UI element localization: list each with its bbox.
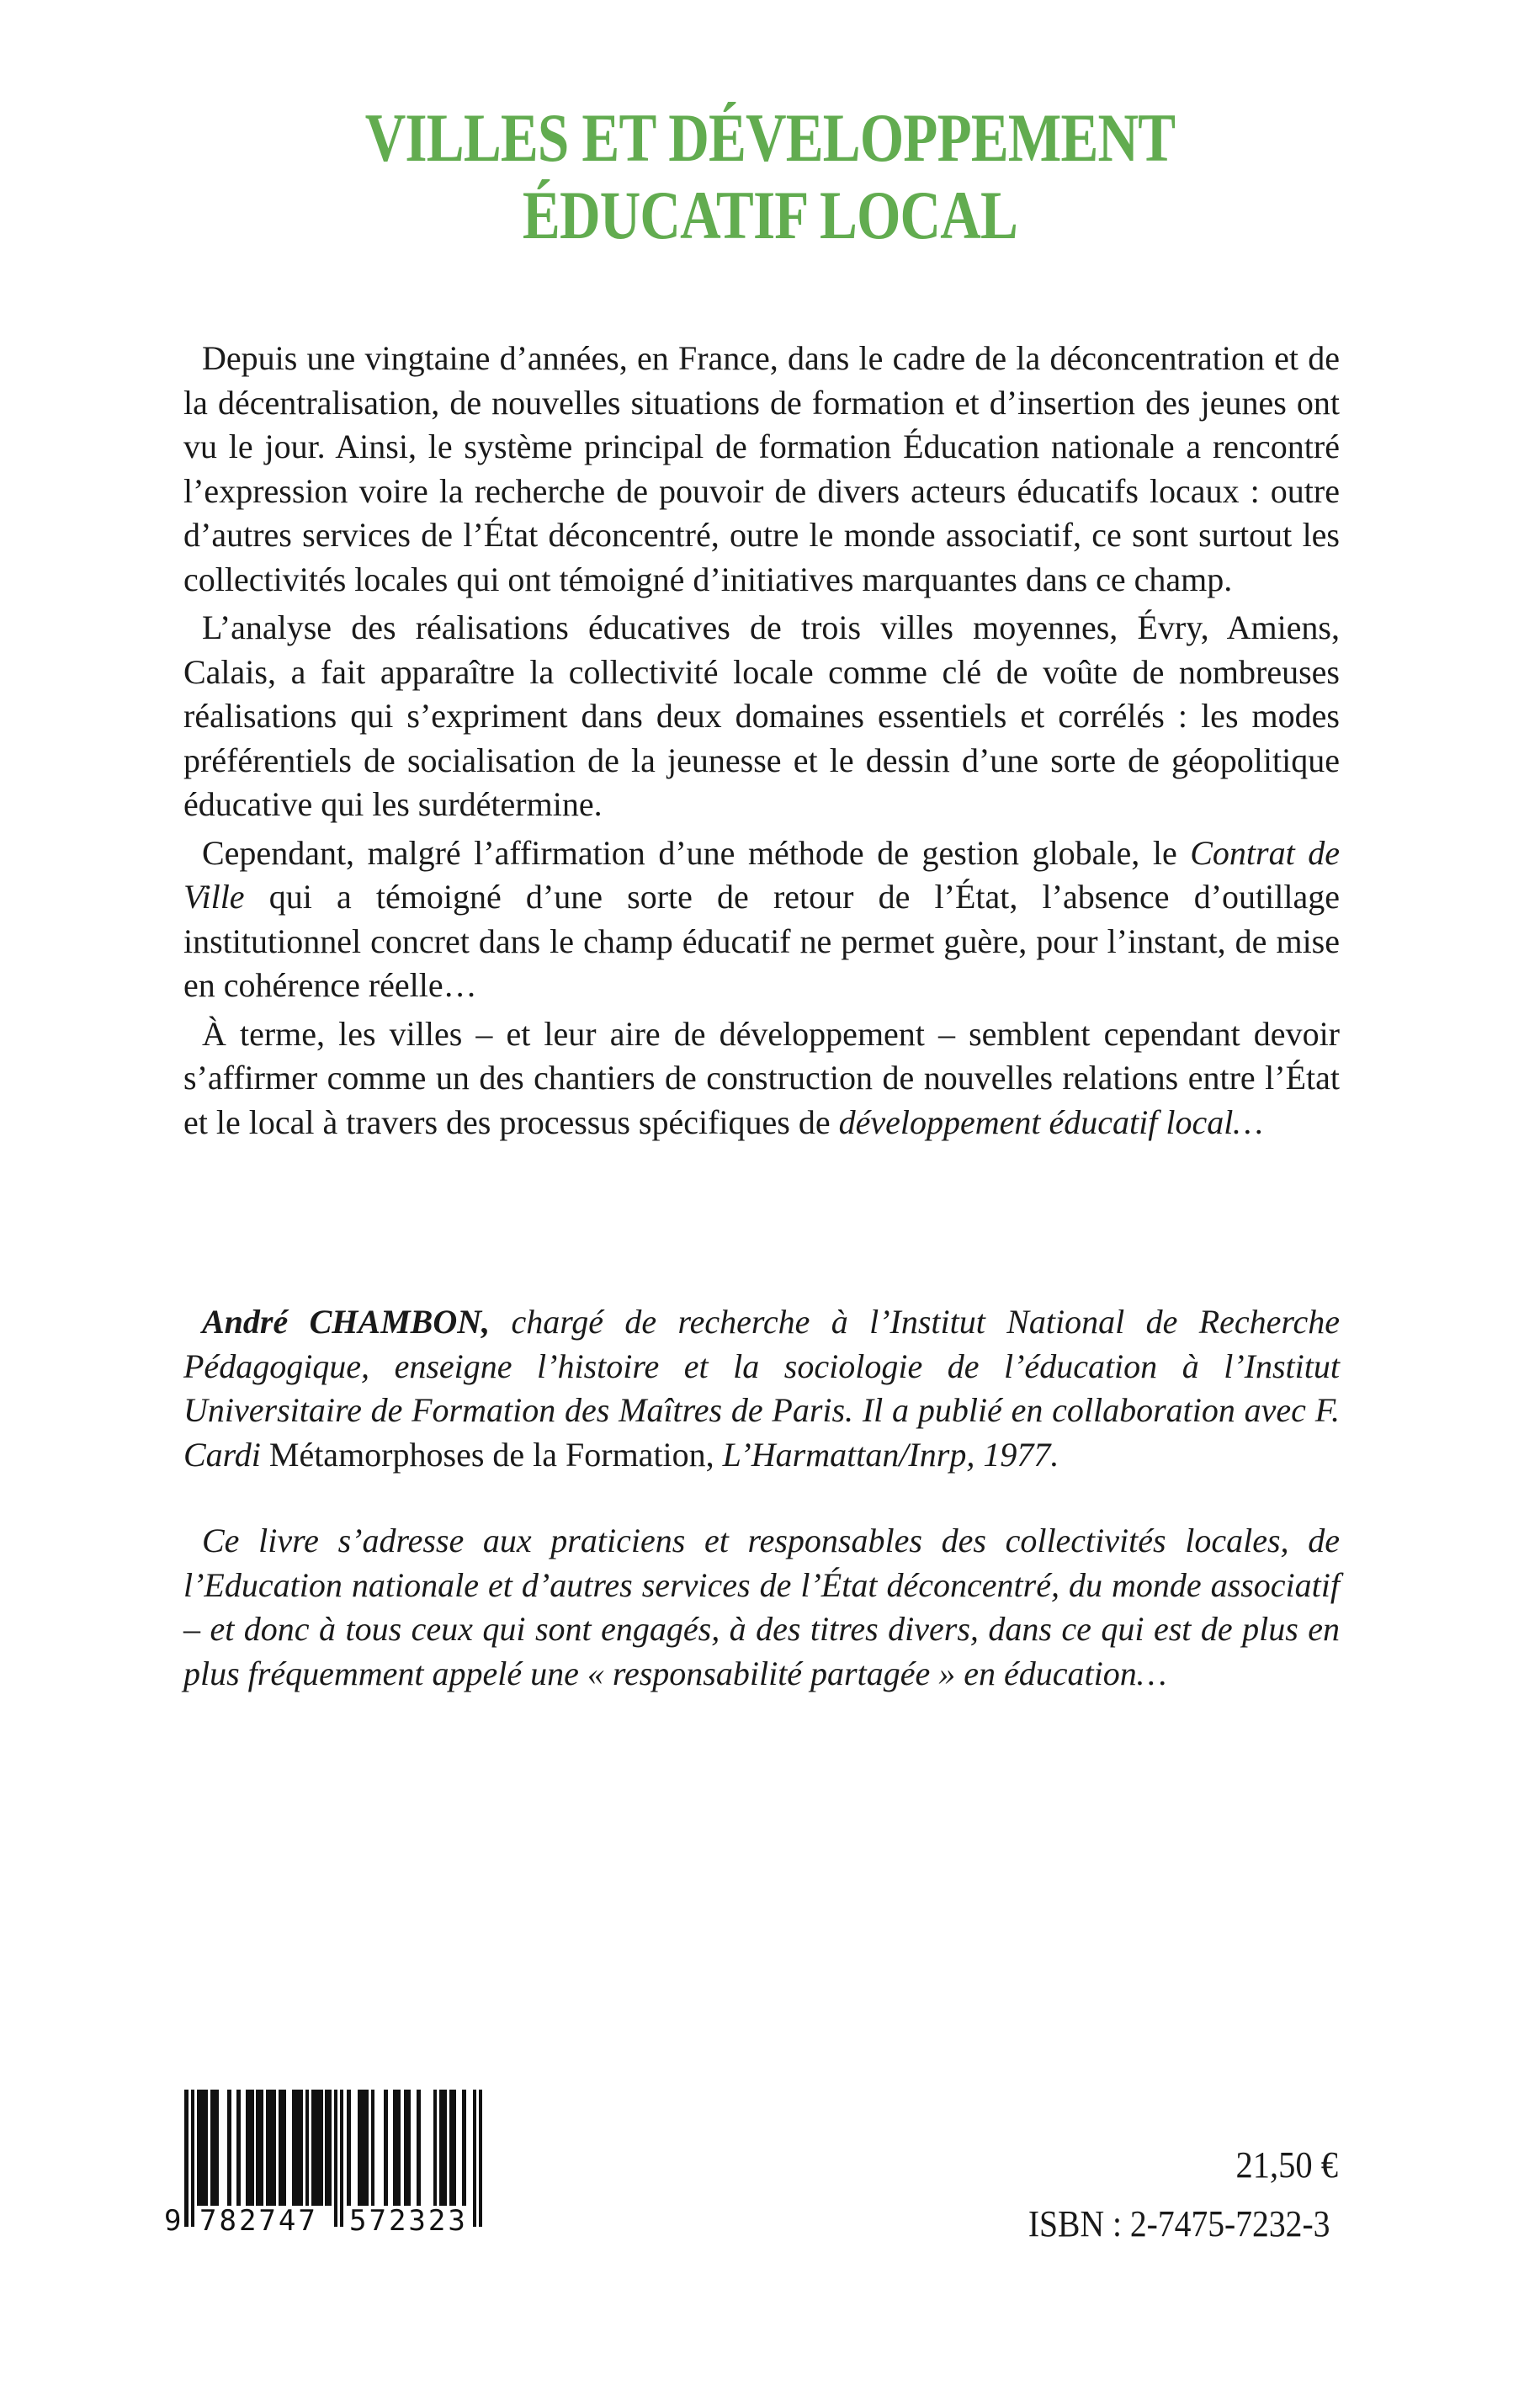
paragraph-4-before: À terme, les villes – et leur aire de développement – semblent cependant devoir s’affirmer comme un des chantiers de construction de nouvelles relations entre l’État et le local à travers des processus spécifiques de (183, 1014, 1340, 1141)
barcode-left-digits: 782747 (199, 2204, 318, 2238)
summary-text (183, 337, 1340, 1149)
isbn-barcode (164, 2090, 483, 2238)
barcode-lead-digit: 9 (164, 2204, 182, 2238)
author-bio-text-2: L’Harmattan/Inrp, 1977. (714, 1435, 1059, 1474)
summary-paragraph-3 (183, 831, 1340, 1008)
summary-paragraph-4 (183, 1012, 1340, 1145)
paragraph-3-after: qui a témoigné d’une sorte de retour de l’État, l’absence d’outillage institutionnel concret dans le champ éducatif ne permet guère, pour l’instant, de mise en cohérence réelle… (183, 878, 1340, 1004)
summary-paragraph-1: Depuis une vingtaine d’années, en France, dans le cadre de la déconcentration et de la décentralisation, de nouvelles situations de formation et d’insertion des jeunes ont vu le jour. Ainsi, le système principal de formation Éducation nationale a rencontré l’expression voire la recherche de pouvoir de divers acteurs éducatifs locaux : outre d’autres services de l’État déconcentré, outre le monde associatif, ce sont surtout les collectivités locales qui ont témoigné d’initiatives marquantes dans ce champ. (183, 339, 1340, 598)
title-line-1: VILLES ET DÉVELOPPEMENT (364, 99, 1176, 176)
price: 21,50 € (1235, 2144, 1338, 2186)
barcode-right-digits: 572323 (349, 2204, 468, 2238)
barcode-digits (164, 2204, 483, 2238)
author-bio-paragraph (183, 1300, 1340, 1477)
developpement-educatif-local-italic: développement éducatif local… (838, 1102, 1263, 1141)
title-line-2: ÉDUCATIF LOCAL (522, 177, 1018, 253)
book-title (139, 99, 1402, 254)
audience-note (183, 1519, 1340, 1696)
isbn-number: ISBN : 2-7475-7232-3 (1028, 2203, 1330, 2244)
summary-paragraph-2: L’analyse des réalisations éducatives de trois villes moyennes, Évry, Amiens, Calais, a fait apparaître la collectivité locale comme clé de voûte de nombreuses réalisations qui s’expriment dans deux domaines essentiels et corrélés : les modes préférentiels de socialisation de la jeunesse et le dessin d’une sorte de géopolitique éducative qui les surdétermine. (183, 608, 1340, 823)
author-bio-text-1: chargé de recherche à l’Institut National de Recherche Pédagogique, enseigne l’histoire et la sociologie de l’éducation à l’Institut Universitaire de Formation des Maîtres de Paris. Il a publié en collaboration avec F. Cardi (183, 1303, 1340, 1474)
paragraph-3-before: Cependant, malgré l’affirmation d’une méthode de gestion globale, le (202, 833, 1191, 872)
contrat-de-ville-italic: Contrat de Ville (183, 833, 1340, 916)
author-bio (183, 1300, 1340, 1477)
coauthored-book-title: Métamorphoses de la Formation, (268, 1435, 714, 1474)
author-name: André CHAMBON, (202, 1303, 491, 1341)
audience-paragraph: Ce livre s’adresse aux praticiens et responsables des collectivités locales, de l’Education nationale et d’autres services de l’État déconcentré, du monde associatif – et donc à tous ceux qui sont engagés, à des titres divers, dans ce qui est de plus en plus fréquemment appelé une « responsabilité partagée » en éducation… (183, 1522, 1340, 1692)
